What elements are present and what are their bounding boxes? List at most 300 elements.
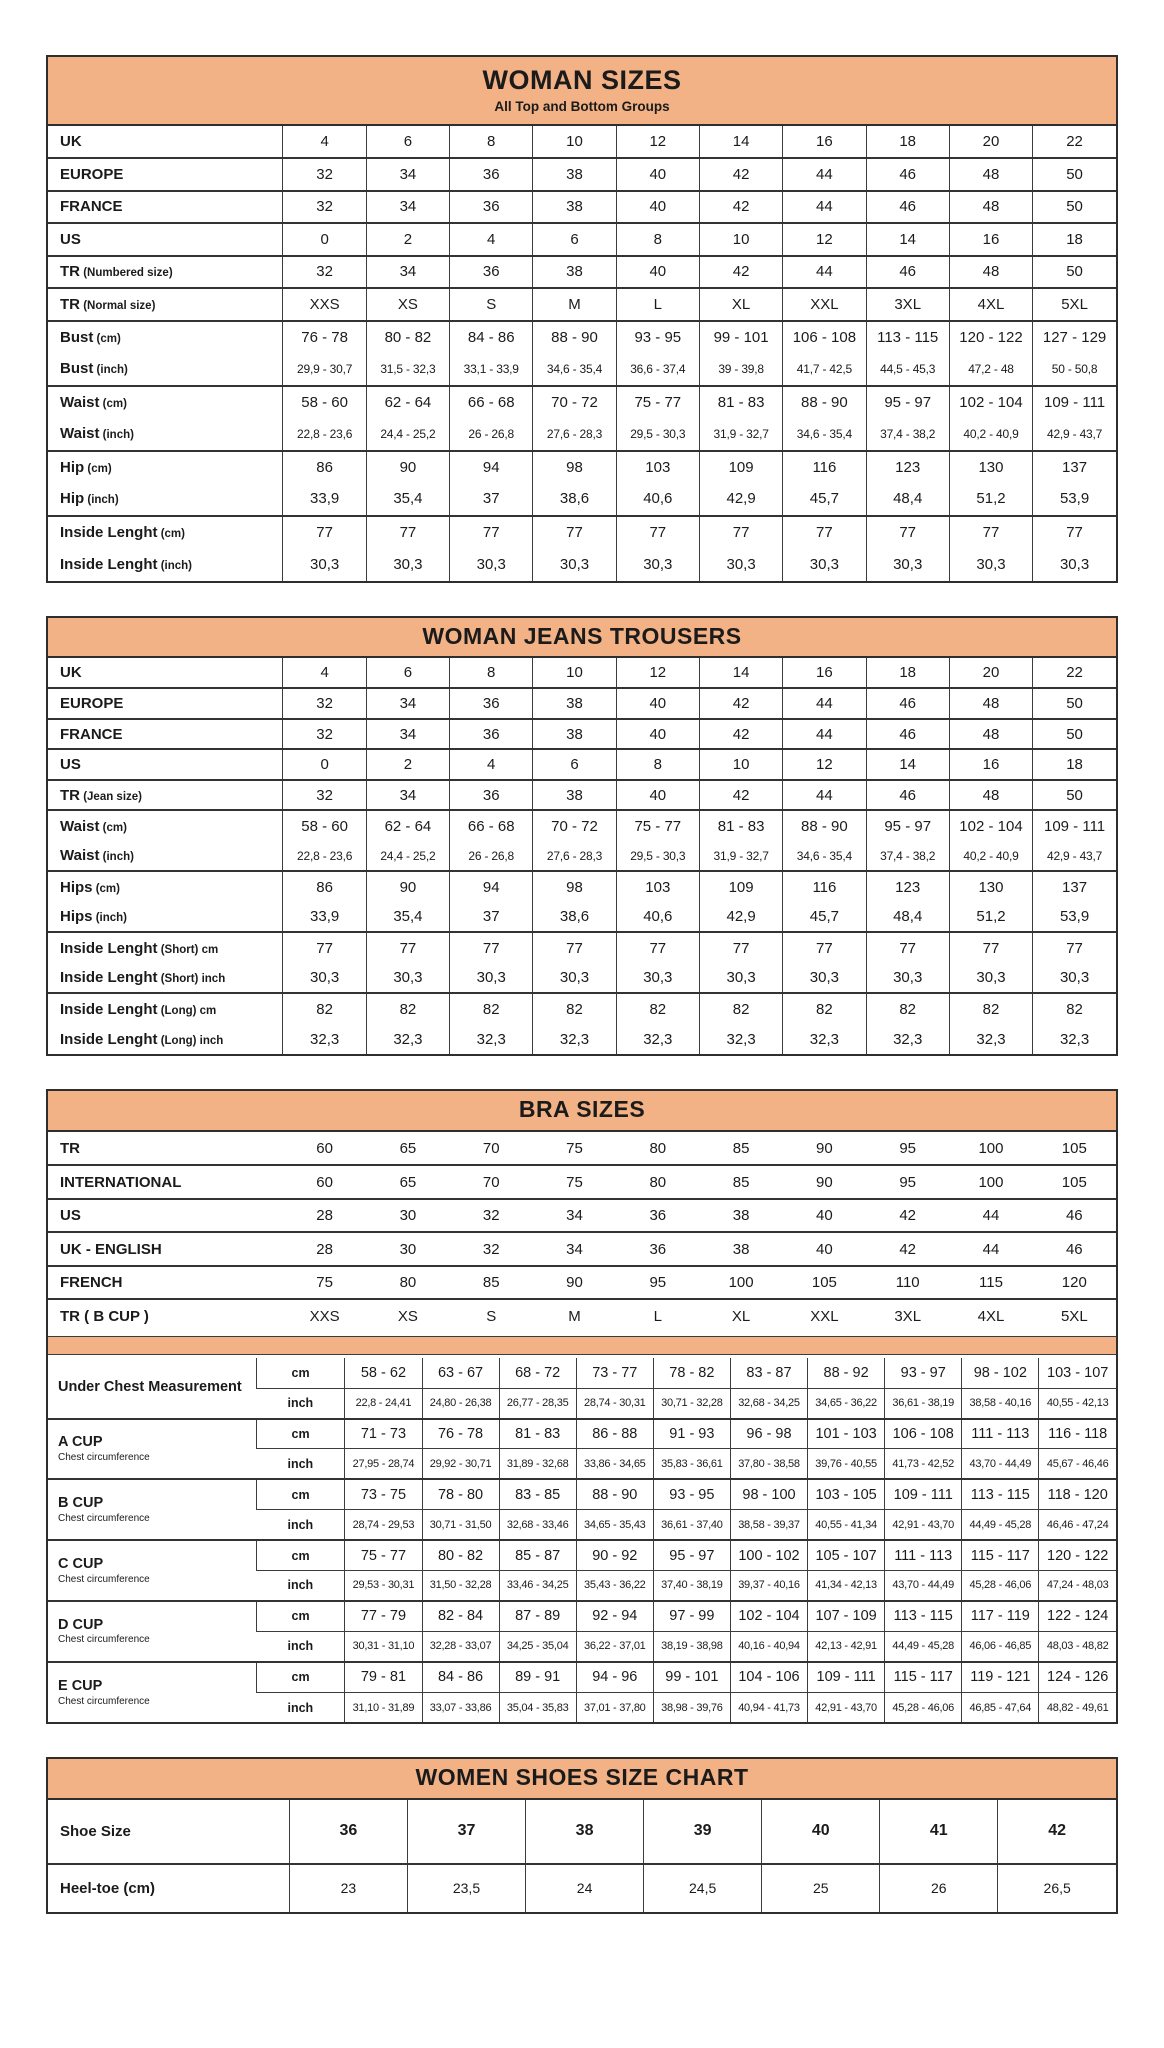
row-label — [48, 1800, 289, 1864]
row-label-text: Inside Lenght — [60, 939, 158, 957]
value-cell: 63 - 67 — [422, 1358, 499, 1388]
value-cell: 14 — [699, 658, 782, 689]
table-row — [48, 386, 1116, 419]
value-cell: 42 — [699, 688, 782, 719]
value-cell: 109 - 111 — [1033, 810, 1116, 841]
value-cell: 42 — [699, 780, 782, 811]
value-cell: 42,9 — [699, 483, 782, 516]
value-cell: 82 — [949, 993, 1032, 1024]
group-label-text: B CUP — [58, 1495, 104, 1512]
value-cell: 26,5 — [998, 1864, 1116, 1912]
value-cell: 117 - 119 — [962, 1601, 1039, 1631]
value-cell: 51,2 — [949, 902, 1032, 933]
group-label-subtext: Chest circumference — [58, 1634, 150, 1646]
value-cell: 104 - 106 — [730, 1662, 807, 1692]
value-cell: 42 — [699, 191, 782, 224]
value-cell: 113 - 115 — [962, 1479, 1039, 1509]
row-label — [48, 1232, 283, 1266]
value-cell: 36 — [289, 1800, 407, 1864]
value-cell: 34,6 - 35,4 — [783, 418, 866, 451]
value-cell: 32,3 — [949, 1024, 1032, 1055]
value-cell: 130 — [949, 451, 1032, 484]
value-cell: 32,3 — [616, 1024, 699, 1055]
value-cell: 31,89 - 32,68 — [499, 1449, 576, 1479]
value-cell: 32,28 - 33,07 — [422, 1631, 499, 1661]
table-title: BRA SIZES — [518, 1096, 646, 1123]
row-label-note: (Normal size) — [80, 299, 156, 312]
value-cell: 35,83 - 36,61 — [653, 1449, 730, 1479]
value-cell: 30 — [366, 1199, 449, 1233]
group-label — [48, 1601, 256, 1662]
value-cell: 44 — [949, 1232, 1032, 1266]
bra-measure-grid — [48, 1358, 1116, 1723]
value-cell: 34 — [366, 256, 449, 289]
value-cell: 62 - 64 — [366, 386, 449, 419]
value-cell: 99 - 101 — [653, 1662, 730, 1692]
value-cell: 50 — [1033, 780, 1116, 811]
value-cell: 38 — [526, 1800, 644, 1864]
value-cell: 36 — [450, 780, 533, 811]
value-cell: XL — [699, 1299, 782, 1333]
value-cell: 90 — [533, 1266, 616, 1300]
value-cell: 81 - 83 — [499, 1419, 576, 1449]
value-cell: 41 — [880, 1800, 998, 1864]
value-cell: 34 — [533, 1232, 616, 1266]
separator-band — [48, 1336, 1116, 1355]
value-cell: 36,6 - 37,4 — [616, 353, 699, 386]
value-cell: 77 — [866, 932, 949, 963]
table-row — [48, 810, 1116, 841]
value-cell: S — [450, 288, 533, 321]
value-cell: 40,2 - 40,9 — [949, 841, 1032, 872]
value-cell: 42 — [998, 1800, 1116, 1864]
value-cell: 32 — [450, 1232, 533, 1266]
value-cell: 38 — [533, 191, 616, 224]
value-cell: 82 — [450, 993, 533, 1024]
value-cell: 18 — [1033, 749, 1116, 780]
value-cell: 90 — [783, 1165, 866, 1199]
value-cell: 70 - 72 — [533, 386, 616, 419]
value-cell: 40 — [616, 688, 699, 719]
value-cell: 106 - 108 — [885, 1419, 962, 1449]
value-cell: 105 — [1061, 1139, 1087, 1157]
value-cell: 36 — [450, 158, 533, 191]
value-cell: 80 — [649, 1139, 667, 1157]
value-cell: XXS — [283, 288, 366, 321]
value-cell: 30,3 — [866, 548, 949, 581]
value-cell: 34 — [533, 1199, 616, 1233]
value-cell: 36 — [616, 1232, 699, 1266]
unit-cell: inch — [256, 1510, 345, 1540]
value-cell: 33,07 - 33,86 — [422, 1692, 499, 1722]
women-shoes-size-chart-table — [46, 1757, 1118, 1913]
value-cell: 82 — [699, 993, 782, 1024]
row-label-text: Inside Lenght — [60, 555, 158, 573]
value-cell: 44 — [783, 191, 866, 224]
unit-cell: inch — [256, 1631, 345, 1661]
value-cell: 48,82 - 49,61 — [1039, 1692, 1116, 1722]
value-cell: 30,71 - 32,28 — [653, 1388, 730, 1418]
value-cell: 40,16 - 40,94 — [730, 1631, 807, 1661]
value-cell: 42 — [699, 719, 782, 750]
value-cell: 105 — [1033, 1165, 1116, 1199]
value-cell: 33,9 — [283, 902, 366, 933]
value-cell: 80 — [616, 1165, 699, 1199]
value-cell: 10 — [533, 658, 616, 689]
value-cell: 40,55 - 41,34 — [808, 1510, 885, 1540]
row-label — [48, 1132, 283, 1166]
value-cell: 39 — [644, 1800, 762, 1864]
value-cell: 36 — [450, 688, 533, 719]
value-cell: 113 - 115 — [885, 1601, 962, 1631]
value-cell: 32,3 — [283, 1024, 366, 1055]
table-row — [48, 902, 1116, 933]
value-cell: 115 — [949, 1266, 1032, 1300]
value-cell: 102 - 104 — [949, 386, 1032, 419]
value-cell: 36,61 - 37,40 — [653, 1510, 730, 1540]
value-cell: 42 — [699, 158, 782, 191]
value-cell: 38 — [533, 256, 616, 289]
value-cell: 32,68 - 33,46 — [499, 1510, 576, 1540]
value-cell: 93 - 95 — [653, 1479, 730, 1509]
row-label-note: (inch) — [99, 429, 134, 442]
value-cell: 32 — [283, 191, 366, 224]
value-cell: 115 - 117 — [885, 1662, 962, 1692]
row-label-text: UK — [60, 664, 82, 682]
value-cell: 30,3 — [533, 963, 616, 994]
value-cell: 103 — [616, 451, 699, 484]
row-label-text: Inside Lenght — [60, 969, 158, 987]
value-cell: 31,9 - 32,7 — [699, 418, 782, 451]
value-cell: 77 — [533, 516, 616, 549]
row-label-text: EUROPE — [60, 695, 124, 713]
value-cell: 44 — [949, 1199, 1032, 1233]
table-row — [48, 548, 1116, 581]
value-cell: 44 — [783, 256, 866, 289]
value-cell: 10 — [699, 223, 782, 256]
table-title: WOMAN JEANS TROUSERS — [422, 622, 742, 649]
value-cell: 81 - 83 — [699, 810, 782, 841]
value-cell: 90 - 92 — [576, 1540, 653, 1570]
row-label — [48, 688, 283, 719]
value-cell: L — [616, 1299, 699, 1333]
value-cell: 116 — [783, 871, 866, 902]
table-header-band — [48, 1091, 1116, 1131]
value-cell: 46,06 - 46,85 — [962, 1631, 1039, 1661]
table-row — [48, 418, 1116, 451]
value-cell: 79 - 81 — [345, 1662, 422, 1692]
value-cell: 71 - 73 — [345, 1419, 422, 1449]
value-cell: 111 - 113 — [962, 1419, 1039, 1449]
value-cell: 102 - 104 — [949, 810, 1032, 841]
value-cell: 46 — [866, 256, 949, 289]
value-cell: 85 — [699, 1165, 782, 1199]
value-cell: 77 — [699, 932, 782, 963]
value-cell: XL — [699, 288, 782, 321]
row-label-text: Hips — [60, 908, 93, 926]
value-cell: 50 — [1033, 191, 1116, 224]
row-label-text: TR ( B CUP ) — [60, 1308, 149, 1326]
value-cell: 103 - 105 — [808, 1479, 885, 1509]
table-title: WOMEN SHOES SIZE CHART — [415, 1764, 749, 1791]
value-cell: 58 - 60 — [283, 386, 366, 419]
value-cell: 3XL — [866, 288, 949, 321]
row-label-note: (Long) cm — [157, 1004, 217, 1017]
group-label — [48, 1540, 256, 1601]
table-row — [48, 719, 1116, 750]
table-row — [48, 1601, 1116, 1631]
value-cell: 42,9 — [699, 902, 782, 933]
value-cell: 32 — [450, 1199, 533, 1233]
value-cell: 75 - 77 — [616, 810, 699, 841]
row-label-note: (Numbered size) — [80, 267, 173, 280]
value-cell: 77 — [699, 516, 782, 549]
value-cell: 38,58 - 39,37 — [730, 1510, 807, 1540]
value-cell: 115 - 117 — [962, 1540, 1039, 1570]
value-cell: 39,76 - 40,55 — [808, 1449, 885, 1479]
value-cell: 45,28 - 46,06 — [962, 1571, 1039, 1601]
value-cell: 26 — [880, 1864, 998, 1912]
row-label-note: (inch) — [84, 494, 119, 507]
value-cell: 14 — [866, 749, 949, 780]
value-cell: XXL — [783, 1299, 866, 1333]
row-label — [48, 749, 283, 780]
value-cell: 103 - 107 — [1039, 1358, 1116, 1388]
value-cell: 32,68 - 34,25 — [730, 1388, 807, 1418]
value-cell: 34,6 - 35,4 — [533, 353, 616, 386]
row-label — [48, 158, 283, 191]
row-label — [48, 902, 283, 933]
value-cell: 76 - 78 — [422, 1419, 499, 1449]
row-label-text: UK — [60, 132, 82, 150]
value-cell: 43,70 - 44,49 — [885, 1571, 962, 1601]
value-cell: 82 — [1033, 993, 1116, 1024]
value-cell: 46 — [866, 158, 949, 191]
value-cell: 30,3 — [283, 548, 366, 581]
value-cell: 50 — [1033, 719, 1116, 750]
value-cell: 80 — [366, 1266, 449, 1300]
value-cell: 26 - 26,8 — [450, 841, 533, 872]
row-label-text: FRANCE — [60, 198, 123, 216]
value-cell: 8 — [450, 126, 533, 159]
value-cell: 46 — [866, 688, 949, 719]
value-cell: 30,3 — [783, 963, 866, 994]
value-cell: 29,53 - 30,31 — [345, 1571, 422, 1601]
value-cell: 42,9 - 43,7 — [1033, 841, 1116, 872]
value-cell: 30,3 — [783, 548, 866, 581]
value-cell: 60 — [283, 1165, 366, 1199]
value-cell: 44,49 - 45,28 — [885, 1631, 962, 1661]
value-cell: 77 — [283, 932, 366, 963]
value-cell: 30,3 — [699, 548, 782, 581]
row-label-text: Inside Lenght — [60, 1000, 158, 1018]
row-label-text: Waist — [60, 817, 100, 835]
value-cell: 45,7 — [783, 902, 866, 933]
row-label-note: (cm) — [92, 882, 120, 895]
value-cell: 37 — [407, 1800, 525, 1864]
value-cell: 66 - 68 — [450, 386, 533, 419]
value-cell: 18 — [1033, 223, 1116, 256]
value-cell: 86 - 88 — [576, 1419, 653, 1449]
group-label-text: D CUP — [58, 1616, 104, 1633]
value-cell: 29,9 - 30,7 — [283, 353, 366, 386]
value-cell: 30 — [366, 1232, 449, 1266]
value-cell: 66 - 68 — [450, 810, 533, 841]
value-cell: 48 — [949, 688, 1032, 719]
value-cell: 48,4 — [866, 902, 949, 933]
value-cell: 38,19 - 38,98 — [653, 1631, 730, 1661]
value-cell: 109 — [699, 451, 782, 484]
row-label-note: (inch) — [157, 559, 192, 572]
value-cell: 32,3 — [699, 1024, 782, 1055]
row-label-text: TR — [60, 786, 80, 804]
value-cell: 40 — [616, 256, 699, 289]
value-cell: 4 — [450, 749, 533, 780]
value-cell: 95 - 97 — [866, 386, 949, 419]
value-cell: 88 - 90 — [783, 386, 866, 419]
value-cell: 119 - 121 — [962, 1662, 1039, 1692]
row-label — [48, 288, 283, 321]
value-cell: 77 — [616, 932, 699, 963]
value-cell: 33,9 — [283, 483, 366, 516]
value-cell: 80 - 82 — [422, 1540, 499, 1570]
value-cell: 38 — [533, 780, 616, 811]
value-cell: 98 - 102 — [962, 1358, 1039, 1388]
value-cell: 2 — [366, 223, 449, 256]
value-cell: 40,2 - 40,9 — [949, 418, 1032, 451]
value-cell: 22 — [1033, 658, 1116, 689]
unit-cell: cm — [256, 1662, 345, 1692]
group-label — [48, 1479, 256, 1540]
value-cell: 109 - 111 — [808, 1662, 885, 1692]
table-row — [48, 1419, 1116, 1449]
value-cell: 95 — [866, 1165, 949, 1199]
table-row — [48, 1199, 1116, 1233]
table-row — [48, 780, 1116, 811]
value-cell: 3XL — [866, 1299, 949, 1333]
value-cell: 94 — [450, 871, 533, 902]
row-label — [48, 1024, 283, 1055]
value-cell: 50 — [1033, 688, 1116, 719]
value-cell: 103 — [616, 871, 699, 902]
value-cell: 30,3 — [450, 963, 533, 994]
value-cell: 88 - 90 — [533, 321, 616, 354]
row-label-note: (inch) — [92, 912, 128, 925]
value-cell: 100 - 102 — [730, 1540, 807, 1570]
value-cell: 20 — [949, 658, 1032, 689]
value-cell: 34 — [366, 158, 449, 191]
value-cell: 30,71 - 31,50 — [422, 1510, 499, 1540]
value-cell: 81 - 83 — [699, 386, 782, 419]
value-cell: 32,3 — [533, 1024, 616, 1055]
value-cell: 46,85 - 47,64 — [962, 1692, 1039, 1722]
value-cell: 47,24 - 48,03 — [1039, 1571, 1116, 1601]
value-cell: 5XL — [1033, 1299, 1116, 1333]
value-cell: 87 - 89 — [499, 1601, 576, 1631]
value-cell: 30,3 — [1033, 548, 1116, 581]
table-header-band — [48, 618, 1116, 658]
table-row — [48, 688, 1116, 719]
value-cell: 40 — [783, 1199, 866, 1233]
value-cell: 48 — [949, 191, 1032, 224]
value-cell: 40,6 — [616, 902, 699, 933]
value-cell: 4 — [283, 126, 366, 159]
row-label-text: Waist — [60, 393, 100, 411]
value-cell: 122 - 124 — [1039, 1601, 1116, 1631]
table-row — [48, 223, 1116, 256]
value-cell: 106 - 108 — [783, 321, 866, 354]
value-cell: 36 — [450, 719, 533, 750]
row-label-note: (inch) — [99, 851, 134, 864]
table-row — [48, 1299, 1116, 1333]
value-cell: 45,67 - 46,46 — [1039, 1449, 1116, 1479]
row-label-text: Bust — [60, 360, 94, 378]
value-cell: 12 — [616, 658, 699, 689]
value-cell: 34,25 - 35,04 — [499, 1631, 576, 1661]
value-cell: L — [616, 288, 699, 321]
value-cell: 16 — [949, 749, 1032, 780]
value-cell: 107 - 109 — [808, 1601, 885, 1631]
value-cell: 30,3 — [699, 963, 782, 994]
table-row — [48, 126, 1116, 159]
value-cell: 30,3 — [949, 963, 1032, 994]
value-cell: 6 — [533, 749, 616, 780]
value-cell: 30,3 — [366, 963, 449, 994]
value-cell: 44,5 - 45,3 — [866, 353, 949, 386]
value-cell: 68 - 72 — [499, 1358, 576, 1388]
value-cell: 44 — [783, 688, 866, 719]
value-cell: 110 — [866, 1266, 949, 1300]
unit-cell: inch — [256, 1388, 345, 1418]
value-cell: 100 — [949, 1165, 1032, 1199]
value-cell: 31,10 - 31,89 — [345, 1692, 422, 1722]
row-label — [48, 516, 283, 549]
value-cell: 34,65 - 35,43 — [576, 1510, 653, 1540]
value-cell: 83 - 87 — [730, 1358, 807, 1388]
value-cell: 32 — [283, 256, 366, 289]
value-cell: 32 — [283, 688, 366, 719]
value-cell: 46 — [866, 719, 949, 750]
value-cell: 89 - 91 — [499, 1662, 576, 1692]
row-label-note: (cm) — [99, 397, 127, 410]
table-row — [48, 1165, 1116, 1199]
value-cell: 36,22 - 37,01 — [576, 1631, 653, 1661]
row-label — [48, 386, 283, 419]
row-label-text: INTERNATIONAL — [60, 1173, 182, 1191]
row-label-text: Shoe Size — [60, 1822, 131, 1840]
row-label-text: US — [60, 1207, 81, 1225]
value-cell: 77 — [366, 516, 449, 549]
value-cell: 40 — [616, 719, 699, 750]
value-cell: 70 - 72 — [533, 810, 616, 841]
value-cell: 48 — [949, 780, 1032, 811]
shoes-grid — [48, 1800, 1116, 1912]
table-row — [48, 1540, 1116, 1570]
value-cell: 93 - 95 — [616, 321, 699, 354]
value-cell: 82 - 84 — [422, 1601, 499, 1631]
value-cell: 6 — [366, 126, 449, 159]
table-row — [48, 932, 1116, 963]
value-cell: 30,3 — [283, 963, 366, 994]
value-cell: 85 — [732, 1139, 750, 1157]
row-label-note: (inch) — [93, 364, 128, 377]
row-label-text: Inside Lenght — [60, 523, 158, 541]
value-cell: 47,2 - 48 — [949, 353, 1032, 386]
value-cell: 46 — [1033, 1199, 1116, 1233]
value-cell: 77 - 79 — [345, 1601, 422, 1631]
value-cell: 85 - 87 — [499, 1540, 576, 1570]
value-cell: 90 — [366, 871, 449, 902]
